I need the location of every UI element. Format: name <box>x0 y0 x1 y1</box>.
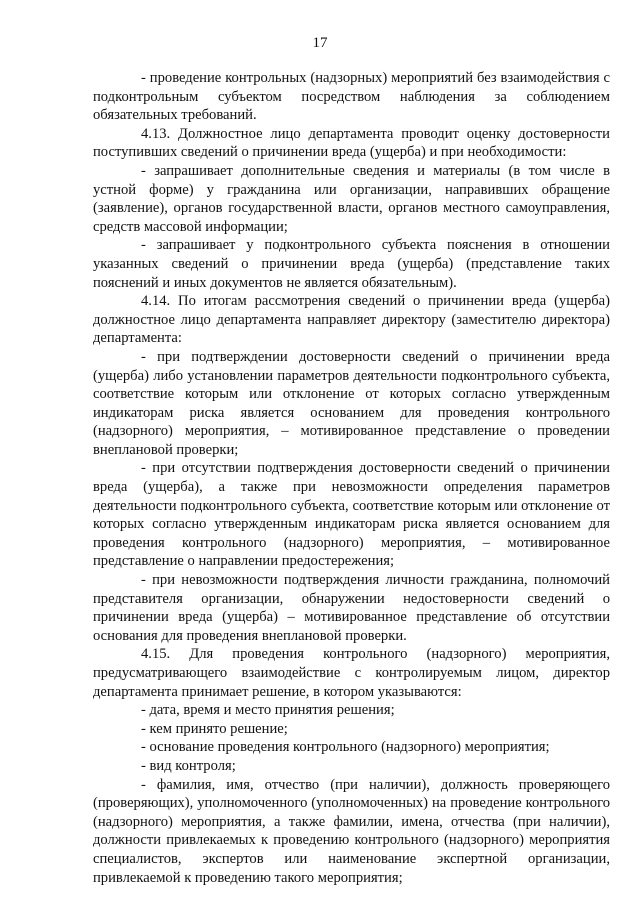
list-item-control-type: - вид контроля; <box>141 757 236 774</box>
document-body <box>93 69 610 887</box>
list-item-date-time-place: - дата, время и место принятия решения; <box>141 702 395 719</box>
paragraph-4-13: 4.13. Должностное лицо департамента проводит оценку достоверности поступивших сведений о причинении вреда (ущерба) и при необходимости: <box>93 125 610 161</box>
paragraph-4-15: 4.15. Для проведения контрольного (надзорного) мероприятия, предусматривающего взаимодействие с контролируемым лицом, директор департамента принимает решение, в котором указываются: <box>93 646 610 700</box>
list-item-grounds: - основание проведения контрольного (надзорного) мероприятия; <box>141 739 550 756</box>
paragraph-monitoring-without-interaction: - проведение контрольных (надзорных) мероприятий без взаимодействия с подконтрольным субъектом посредством наблюдения за соблюдением обязательных требований. <box>93 70 610 124</box>
list-item-request-materials: - запрашивает дополнительные сведения и материалы (в том числе в устной форме) у гражданина или организации, направивших обращение (заявление), органов государственной власти, органов местного самоуправления, средств массовой информации; <box>93 162 610 235</box>
list-item-request-explanations: - запрашивает у подконтрольного субъекта пояснения в отношении указанных сведений о причинении вреда (ущерба) (представление таких пояснений и иных документов не является обязательным). <box>93 237 610 291</box>
page-number: 17 <box>312 35 328 51</box>
list-item-no-grounds: - при невозможности подтверждения личности гражданина, полномочий представителя организации, обнаружении недостоверности сведений о причинении вреда (ущерба) – мотивированное представление об отсутствии основания для проведения внеплановой проверки. <box>93 572 610 644</box>
list-item-decision-maker: - кем принято решение; <box>141 720 288 737</box>
paragraph-4-14: 4.14. По итогам рассмотрения сведений о причинении вреда (ущерба) должностное лицо департамента направляет директору (заместителю директора) департамента: <box>93 293 610 347</box>
list-item-unscheduled-inspection: - при подтверждении достоверности сведений о причинении вреда (ущерба) либо установлении параметров деятельности подконтрольного субъекта, соответствие которым или отклонение от которых согласно утвержденным индикаторам риска является основанием для проведения контрольного (надзорного) мероприятия, – мотивированное представление о проведении внеплановой проверки; <box>93 348 610 458</box>
list-item-warning: - при отсутствии подтверждения достоверности сведений о причинении вреда (ущерба), а также при невозможности определения параметров деятельности подконтрольного субъекта, соответствие которым или отклонение от которых согласно утвержденным индикаторам риска является основанием для проведения контрольного (надзорного) мероприятия, – мотивированное представление о направлении предостережения; <box>93 460 610 570</box>
list-item-inspectors: - фамилия, имя, отчество (при наличии), должность проверяющего (проверяющих), уполномоченного (уполномоченных) на проведение контрольного (надзорного) мероприятия, а также фамилии, имена, отчества (при наличии), должности привлекаемых к проведению контрольного (надзорного) мероприятия специалистов, экспертов или наименование экспертной организации, привлекаемой к проведению такого мероприятия; <box>93 776 610 886</box>
